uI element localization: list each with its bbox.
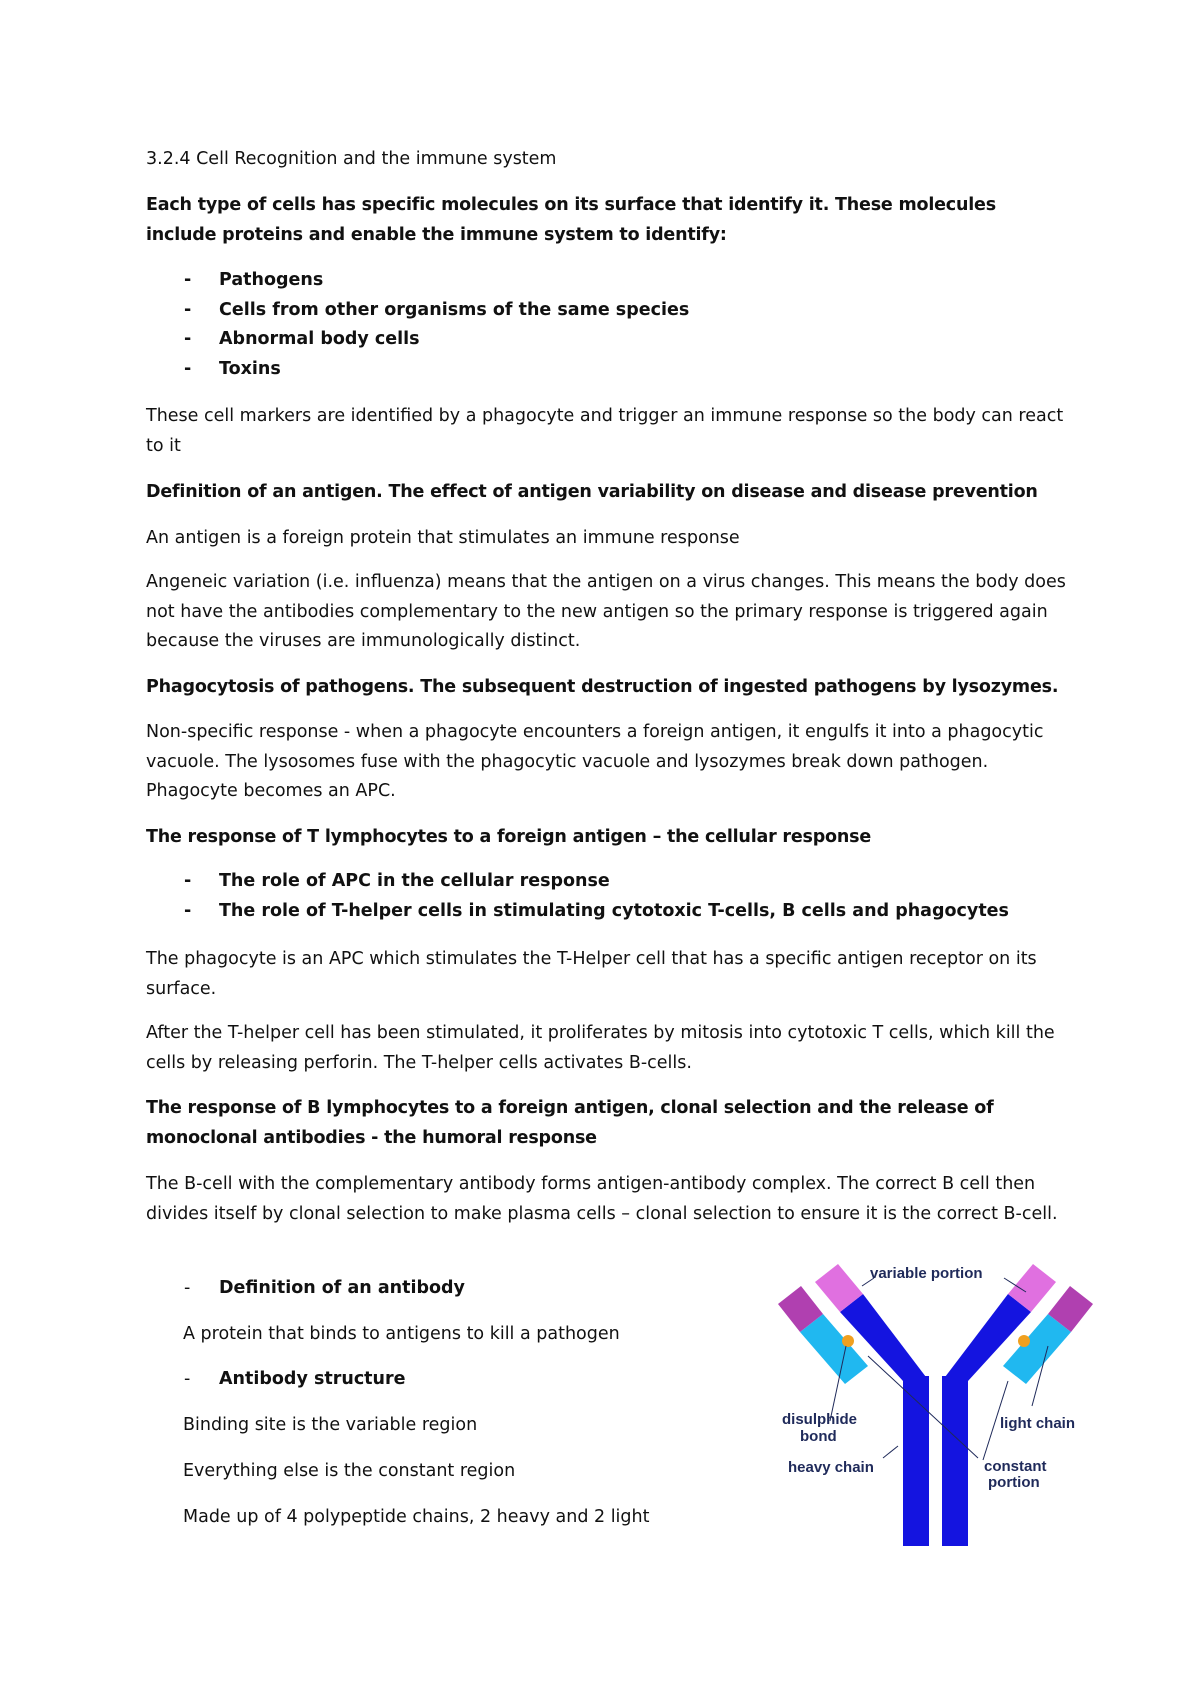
- phagocytosis-paragraph: Non-specific response - when a phagocyte encounters a foreign antigen, it engulfs it into a phagocytic vacuole. The lysosomes fuse with the phagocytic vacuole and lysozymes break down pathogen. Phagocyte becomes an APC.: [146, 722, 1044, 801]
- disulphide-bond-left: [842, 1335, 854, 1347]
- label-disulphide-2: bond: [800, 1428, 837, 1445]
- structure-line: Made up of 4 polypeptide chains, 2 heavy and 2 light: [183, 1507, 650, 1527]
- list-item: - Pathogens: [184, 270, 324, 290]
- label-constant-2: portion: [988, 1474, 1040, 1491]
- t-paragraph-2: After the T-helper cell has been stimulated, it proliferates by mitosis into cytotoxic T cells, which kill the cells by releasing perforin. The T-helper cells activates B-cells.: [146, 1023, 1055, 1073]
- markers-paragraph: These cell markers are identified by a phagocyte and trigger an immune response so the body can react to it: [146, 406, 1064, 456]
- heavy-chain-stem-right: [942, 1376, 968, 1546]
- structure-line: Everything else is the constant region: [183, 1461, 516, 1481]
- phagocytosis-heading: Phagocytosis of pathogens. The subsequent destruction of ingested pathogens by lysozymes.: [146, 677, 1059, 697]
- label-heavy-chain: heavy chain: [788, 1459, 874, 1476]
- doc-title: 3.2.4 Cell Recognition and the immune system: [146, 149, 557, 169]
- list-item: - Cells from other organisms of the same species: [184, 299, 690, 320]
- t-lymphocyte-heading: The response of T lymphocytes to a foreign antigen – the cellular response: [146, 827, 872, 847]
- heavy-chain-stem-left: [903, 1376, 929, 1546]
- antigen-definition: An antigen is a foreign protein that stimulates an immune response: [146, 528, 740, 548]
- label-constant-1: constant: [984, 1458, 1047, 1475]
- structure-line: Binding site is the variable region: [183, 1415, 478, 1435]
- t-paragraph-1: The phagocyte is an APC which stimulates the T-Helper cell that has a specific antigen receptor on its surface.: [146, 949, 1037, 999]
- intro-list: [146, 266, 1046, 384]
- list-item: - The role of T-helper cells in stimulating cytotoxic T-cells, B cells and phagocytes: [184, 900, 1009, 921]
- list-item: - The role of APC in the cellular response: [184, 871, 610, 891]
- b-paragraph: The B-cell with the complementary antibody forms antigen-antibody complex. The correct B cell then divides itself by clonal selection to make plasma cells – clonal selection to ensure it is the correct B-cell.: [146, 1174, 1058, 1224]
- label-disulphide-1: disulphide: [782, 1411, 857, 1428]
- label-variable-portion: variable portion: [870, 1265, 983, 1282]
- t-lymphocyte-list: [146, 867, 1046, 926]
- antibody-definition-text: A protein that binds to antigens to kill a pathogen: [183, 1324, 620, 1344]
- list-item: - Abnormal body cells: [184, 329, 420, 349]
- disulphide-bond-right: [1018, 1335, 1030, 1347]
- label-light-chain: light chain: [1000, 1415, 1075, 1432]
- intro-heading: Each type of cells has specific molecules on its surface that identify it. These molecules include proteins and enable the immune system to identify:: [146, 195, 996, 245]
- antigen-heading: Definition of an antigen. The effect of antigen variability on disease and disease prevention: [146, 482, 1038, 502]
- list-item: - Toxins: [184, 358, 281, 379]
- antibody-diagram: [778, 1246, 1108, 1546]
- b-lymphocyte-heading: The response of B lymphocytes to a foreign antigen, clonal selection and the release of monoclonal antibodies - the humoral response: [146, 1098, 994, 1148]
- document-page: 3.2.4 Cell Recognition and the immune system Each type of cells has specific molecules on its surface that identify it. These molecules include proteins and enable the immune system to identify: - Pathogens - Cells from other organisms of the same species - Abnormal body cells - Toxins These cell markers are identified by a phagocyte and trigger an immune response so the body can react to it Definition of an antigen. The effect of antigen variability on disease and disease prevention An antigen is a foreign protein that stimulates an immune response Angeneic variation (i.e. influenza) means that the antigen on a virus changes. This means the body does not have the antibodies complementary to the new antigen so the primary response is triggered again because the viruses are immunologically distinct. Phagocytosis of pathogens. The subsequent destruction of ingested pathogens by lysozymes. Non-specific response - when a phagocyte encounters a foreign antigen, it engulfs it into a phagocytic vacuole. The lysosomes fuse with the phagocytic vacuole and lysozymes break down pathogen. Phagocyte becomes an APC. The response of T lymphocytes to a foreign antigen – the cellular response - The role of APC in the cellular response - The role of T-helper cells in stimulating cytotoxic T-cells, B cells and phagocytes The phagocyte is an APC which stimulates the T-Helper cell that has a specific antigen receptor on its surface. After the T-helper cell has been stimulated, it proliferates by mitosis into cytotoxic T cells, which kill the cells by releasing perforin. The T-helper cells activates B-cells. The response of B lymphocytes to a foreign antigen, clonal selection and the release of monoclonal antibodies - the humoral response The B-cell with the complementary antibody forms antigen-antibody complex. The correct B cell then divides itself by clonal selection to make plasma cells – clonal selection to ensure it is the correct B-cell. - Definition of an antibody A protein that binds to antigens to kill a pathogen - Antibody structure Binding site is the variable region Everything else is the constant region Made up of 4 polypeptide chains, 2 heavy and 2 light variable portion disulphide bond light chain heavy chain constant portion: [0, 0, 1200, 1696]
- antigenic-variation-paragraph: Angeneic variation (i.e. influenza) means that the antigen on a virus changes. This means the body does not have the antibodies complementary to the new antigen so the primary response is triggered again because the viruses are immunologically distinct.: [146, 572, 1066, 651]
